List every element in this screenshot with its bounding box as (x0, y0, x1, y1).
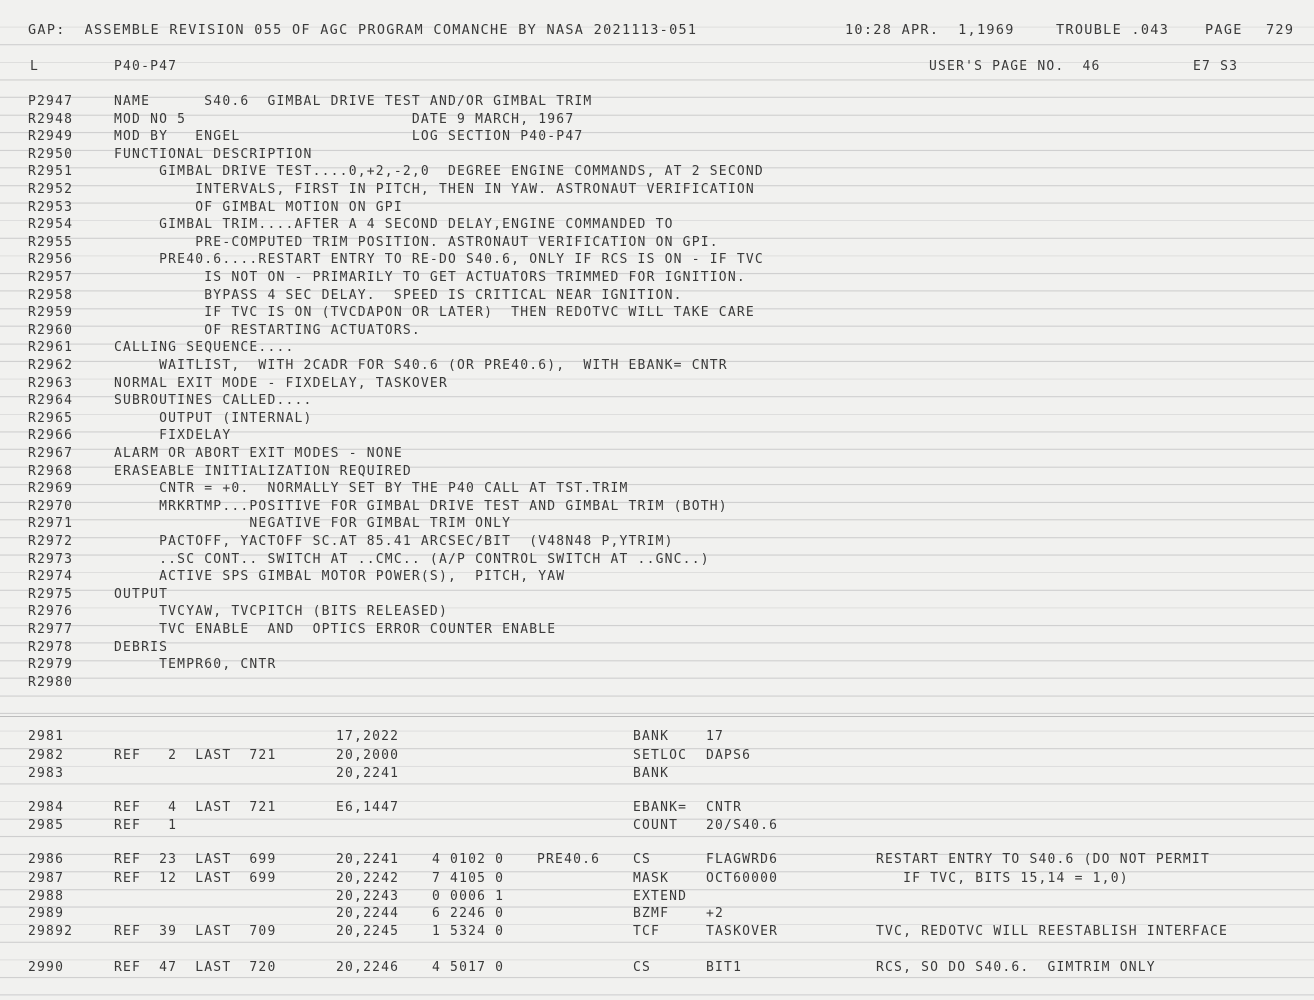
code-address: 20,2245 (336, 924, 400, 939)
code-opcode: TCF (633, 924, 661, 939)
code-operand: OCT60000 (706, 871, 779, 886)
code-operand: BIT1 (706, 960, 743, 975)
comment-line-text: IF TVC IS ON (TVCDAPON OR LATER) THEN REDOTVC WILL TAKE CARE (114, 305, 755, 321)
code-label: PRE40.6 (537, 852, 601, 867)
comment-line-text: FUNCTIONAL DESCRIPTION (114, 146, 313, 162)
comment-line-number: R2965 (28, 410, 74, 426)
code-address: 20,2246 (336, 960, 400, 975)
comment-line-text: CALLING SEQUENCE.... (114, 340, 295, 356)
comment-line-text: WAITLIST, WITH 2CADR FOR S40.6 (OR PRE40.6), WITH EBANK= CNTR (114, 358, 728, 373)
comment-line-number: R2976 (28, 604, 74, 620)
comment-line-number: R2968 (28, 463, 74, 479)
comment-line-number: R2948 (28, 111, 74, 127)
code-ref: REF 1 (114, 818, 178, 833)
code-word: 4 5017 0 (432, 960, 505, 975)
comment-line-number: R2958 (28, 287, 74, 303)
comment-line-text: OUTPUT (114, 586, 169, 602)
code-comment: RCS, SO DO S40.6. GIMTRIM ONLY (876, 960, 1156, 975)
code-line-number: 2982 (28, 748, 65, 763)
comment-line-text: TVCYAW, TVCPITCH (BITS RELEASED) (114, 604, 448, 620)
code-ref: REF 39 LAST 709 (114, 924, 277, 939)
comment-line-number: R2973 (28, 551, 74, 567)
header-users-page: USER'S PAGE NO. 46 (929, 59, 1101, 74)
comment-line-number: R2974 (28, 569, 74, 585)
code-line-number: 2981 (28, 729, 65, 744)
comment-line-number: R2954 (28, 217, 74, 233)
code-opcode: COUNT (633, 818, 679, 833)
comment-line-text: BYPASS 4 SEC DELAY. SPEED IS CRITICAL NEAR IGNITION. (114, 287, 683, 303)
code-comment: TVC, REDOTVC WILL REESTABLISH INTERFACE (876, 924, 1229, 939)
code-opcode: BANK (633, 766, 670, 781)
code-operand: CNTR (706, 800, 743, 815)
comment-line-text: SUBROUTINES CALLED.... (114, 393, 313, 409)
comment-line-number: R2952 (28, 182, 74, 197)
code-word: 1 5324 0 (432, 924, 505, 939)
comment-line-text: DEBRIS (114, 639, 169, 655)
code-opcode: EBANK= (633, 800, 688, 815)
comment-line-text: MRKRTMP...POSITIVE FOR GIMBAL DRIVE TEST AND GIMBAL TRIM (BOTH) (114, 498, 728, 514)
comment-line-number: R2970 (28, 498, 74, 514)
code-line-number: 2988 (28, 889, 65, 904)
code-comment: RESTART ENTRY TO S40.6 (DO NOT PERMIT (876, 852, 1210, 867)
code-line-number: 2983 (28, 766, 65, 781)
code-ref: REF 2 LAST 721 (114, 748, 277, 763)
comment-line-text: GIMBAL DRIVE TEST....0,+2,-2,0 DEGREE ENGINE COMMANDS, AT 2 SECOND (114, 164, 764, 180)
code-line-number: 2986 (28, 852, 65, 867)
comment-line-number: R2972 (28, 534, 74, 549)
comment-line-number: R2967 (28, 446, 74, 461)
code-opcode: MASK (633, 871, 670, 886)
header-time-date: 10:28 APR. 1,1969 (845, 22, 1015, 38)
comment-line-number: R2969 (28, 481, 74, 497)
code-operand: 17 (706, 729, 725, 744)
code-address: 20,2241 (336, 852, 400, 867)
comment-line-number: R2957 (28, 270, 74, 285)
comment-line-number: R2960 (28, 322, 74, 338)
comment-line-text: NEGATIVE FOR GIMBAL TRIM ONLY (114, 516, 512, 532)
code-address: 20,2241 (336, 766, 400, 781)
section-divider (0, 716, 1314, 717)
comment-line-text: MOD BY ENGEL LOG SECTION P40-P47 (114, 129, 584, 145)
comment-line-text: MOD NO 5 DATE 9 MARCH, 1967 (114, 111, 575, 127)
comment-line-text: GIMBAL TRIM....AFTER A 4 SECOND DELAY,ENGINE COMMANDED TO (114, 217, 674, 233)
code-opcode: EXTEND (633, 889, 688, 904)
comment-line-text: ..SC CONT.. SWITCH AT ..CMC.. (A/P CONTROL SWITCH AT ..GNC..) (114, 551, 710, 567)
comment-line-text: OF GIMBAL MOTION ON GPI (114, 199, 403, 215)
code-operand: TASKOVER (706, 924, 779, 939)
code-ref: REF 23 LAST 699 (114, 852, 277, 867)
comment-line-number: R2950 (28, 146, 74, 162)
code-word: 4 0102 0 (432, 852, 505, 867)
code-operand: +2 (706, 906, 725, 921)
code-address: 20,2243 (336, 889, 400, 904)
comment-line-number: R2955 (28, 234, 74, 250)
code-address: 20,2242 (336, 871, 400, 886)
header-trouble: TROUBLE .043 (1056, 22, 1170, 38)
comment-line-text: IS NOT ON - PRIMARILY TO GET ACTUATORS TRIMMED FOR IGNITION. (114, 270, 746, 285)
comment-line-text: FIXDELAY (114, 428, 232, 444)
comment-line-number: R2959 (28, 305, 74, 321)
code-ref: REF 4 LAST 721 (114, 800, 277, 815)
comment-line-number: R2951 (28, 164, 74, 180)
code-operand: FLAGWRD6 (706, 852, 779, 867)
code-line-number: 2987 (28, 871, 65, 886)
code-operand: DAPS6 (706, 748, 752, 763)
comment-line-number: R2949 (28, 129, 74, 145)
code-line-number: 2984 (28, 800, 65, 815)
comment-line-text: ACTIVE SPS GIMBAL MOTOR POWER(S), PITCH, YAW (114, 569, 566, 585)
comment-line-number: R2979 (28, 657, 74, 673)
comment-line-number: R2962 (28, 358, 74, 373)
comment-line-text: OUTPUT (INTERNAL) (114, 410, 313, 426)
code-line-number: 2989 (28, 906, 65, 921)
code-address: E6,1447 (336, 800, 400, 815)
code-ref: REF 12 LAST 699 (114, 871, 277, 886)
comment-line-number: R2977 (28, 622, 74, 637)
code-opcode: BANK (633, 729, 670, 744)
comment-line-text: CNTR = +0. NORMALLY SET BY THE P40 CALL AT TST.TRIM (114, 481, 629, 497)
comment-line-number: R2964 (28, 393, 74, 409)
comment-line-number: R2971 (28, 516, 74, 532)
comment-line-text: PACTOFF, YACTOFF SC.AT 85.41 ARCSEC/BIT (V48N48 P,YTRIM) (114, 534, 674, 549)
comment-line-text: INTERVALS, FIRST IN PITCH, THEN IN YAW. ASTRONAUT VERIFICATION (114, 182, 755, 197)
header-program-line: GAP: ASSEMBLE REVISION 055 OF AGC PROGRAM COMANCHE BY NASA 2021113-051 (28, 22, 698, 38)
comment-line-text: NAME S40.6 GIMBAL DRIVE TEST AND/OR GIMBAL TRIM (114, 94, 593, 109)
comment-line-text: PRE-COMPUTED TRIM POSITION. ASTRONAUT VERIFICATION ON GPI. (114, 234, 719, 250)
header-flag: L (30, 59, 40, 74)
code-word: 0 0006 1 (432, 889, 505, 904)
code-word: 7 4105 0 (432, 871, 505, 886)
comment-line-number: R2966 (28, 428, 74, 444)
code-address: 17,2022 (336, 729, 400, 744)
comment-line-number: R2975 (28, 586, 74, 602)
comment-line-text: TVC ENABLE AND OPTICS ERROR COUNTER ENABLE (114, 622, 557, 637)
comment-line-text: NORMAL EXIT MODE - FIXDELAY, TASKOVER (114, 375, 448, 391)
comment-line-text: ERASEABLE INITIALIZATION REQUIRED (114, 463, 412, 479)
comment-line-text: TEMPR60, CNTR (114, 657, 277, 673)
comment-line-number: R2978 (28, 639, 74, 655)
header-section: P40-P47 (114, 59, 178, 74)
code-line-number: 29892 (28, 924, 74, 939)
comment-line-number: R2953 (28, 199, 74, 215)
code-opcode: CS (633, 852, 652, 867)
code-opcode: SETLOC (633, 748, 688, 763)
header-page-number: 729 (1266, 22, 1295, 38)
code-operand: 20/S40.6 (706, 818, 779, 833)
code-word: 6 2246 0 (432, 906, 505, 921)
code-ref: REF 47 LAST 720 (114, 960, 277, 975)
header-code: E7 S3 (1193, 59, 1239, 74)
code-address: 20,2244 (336, 906, 400, 921)
code-line-number: 2990 (28, 960, 65, 975)
code-opcode: CS (633, 960, 652, 975)
header-page-label: PAGE (1205, 22, 1243, 38)
comment-line-text: ALARM OR ABORT EXIT MODES - NONE (114, 446, 403, 461)
code-address: 20,2000 (336, 748, 400, 763)
comment-line-number: R2980 (28, 674, 74, 690)
comment-line-text: PRE40.6....RESTART ENTRY TO RE-DO S40.6, ONLY IF RCS IS ON - IF TVC (114, 252, 764, 268)
comment-line-number: P2947 (28, 94, 74, 109)
comment-line-number: R2963 (28, 375, 74, 391)
comment-line-number: R2956 (28, 252, 74, 268)
comment-line-text: OF RESTARTING ACTUATORS. (114, 322, 421, 338)
code-line-number: 2985 (28, 818, 65, 833)
code-opcode: BZMF (633, 906, 670, 921)
code-comment: IF TVC, BITS 15,14 = 1,0) (876, 871, 1129, 886)
comment-line-number: R2961 (28, 340, 74, 356)
